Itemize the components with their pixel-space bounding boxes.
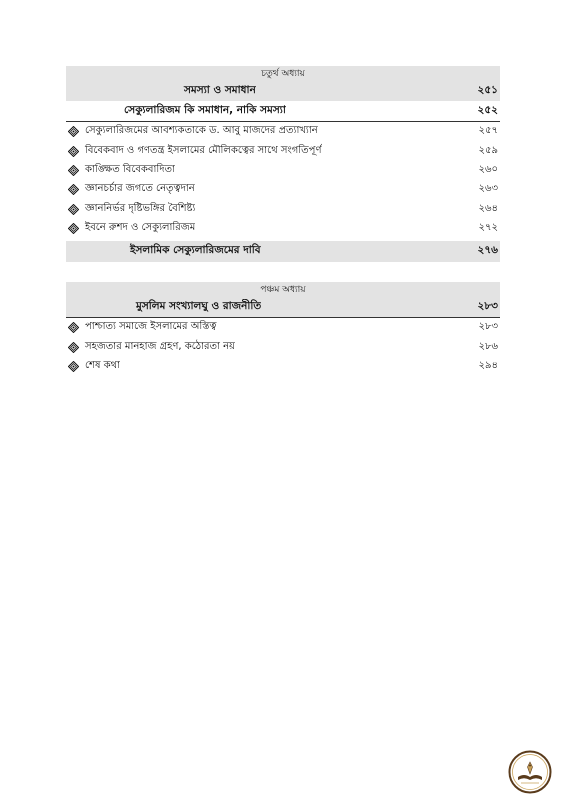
toc-item-row — [66, 318, 500, 337]
toc-item-row — [66, 357, 500, 376]
toc-item-title: ইবনে রুশদ ও সেক্যুলারিজম — [85, 222, 196, 234]
chapter-4-section — [66, 66, 500, 262]
toc-item-title: শেষ কথা — [85, 359, 121, 371]
toc-page-number: ২৭২ — [478, 222, 498, 234]
toc-page-number: ২৮৩ — [477, 300, 498, 312]
toc-page-number: ২৫৭ — [478, 125, 498, 137]
chapter-4-heading: চতুর্থ অধ্যায় — [261, 69, 305, 79]
diamond-bullet-icon — [68, 223, 79, 234]
toc-main-title: মুসলিম সংখ্যালঘু ও রাজনীতি — [136, 300, 262, 312]
toc-page-number: ২৬৩ — [478, 183, 498, 195]
toc-item-title: বিবেকবাদ ও গণতন্ত্র ইসলামের মৌলিকত্বের সাথে সংগতিপূর্ণ — [85, 144, 322, 156]
toc-item-row — [66, 141, 500, 160]
diamond-bullet-icon — [68, 165, 79, 176]
toc-item-title: পাশ্চাত্য সমাজে ইসলামের অস্তিত্ব — [85, 321, 217, 333]
toc-page-number: ২৫৯ — [478, 144, 498, 156]
diamond-bullet-icon — [68, 126, 79, 137]
diamond-bullet-icon — [68, 342, 79, 353]
chapter-5-header-band — [66, 282, 500, 317]
diamond-bullet-icon — [68, 361, 79, 372]
toc-main-row — [66, 102, 500, 121]
toc-page-number: ২৮৬ — [478, 340, 498, 352]
toc-item-row — [66, 161, 500, 180]
toc-page-number: ২৯৪ — [478, 359, 498, 371]
publisher-logo-icon — [508, 750, 552, 794]
toc-main-row — [66, 241, 500, 262]
toc-main-title: সেক্যুলারিজম কি সমাধান, নাকি সমস্যা — [124, 104, 286, 116]
diamond-bullet-icon — [68, 322, 79, 333]
toc-item-row — [66, 200, 500, 219]
toc-page-number: ২৫১ — [477, 84, 498, 96]
toc-item-row — [66, 122, 500, 141]
toc-page-number: ২৭৬ — [477, 244, 498, 257]
toc-item-row — [66, 337, 500, 356]
chapter-5-section — [66, 282, 500, 376]
toc-main-title: ইসলামিক সেক্যুলারিজমের দাবি — [130, 244, 261, 257]
toc-item-title: সেক্যুলারিজমের আবশ্যকতাকে ড. আবু মাজদের প্রত্যাখ্যান — [85, 125, 318, 137]
toc-item-title: সহজতার মানহাজ গ্রহণ, কঠোরতা নয় — [85, 340, 235, 352]
toc-main-row — [66, 298, 500, 317]
diamond-bullet-icon — [68, 184, 79, 195]
chapter-4-header-band — [66, 66, 500, 101]
toc-item-title: জ্ঞানচর্চার জগতে নেতৃত্বদান — [85, 183, 195, 195]
toc-main-title: সমস্যা ও সমাধান — [184, 84, 256, 96]
toc-item-row — [66, 219, 500, 238]
toc-page-number: ২৮৩ — [478, 321, 498, 333]
toc-page-number: ২৬৪ — [478, 202, 498, 214]
toc-page-number: ২৬০ — [478, 163, 498, 175]
diamond-bullet-icon — [68, 204, 79, 215]
chapter-4-closing-band — [66, 241, 500, 262]
chapter-5-heading: পঞ্চম অধ্যায় — [260, 285, 306, 295]
diamond-bullet-icon — [68, 146, 79, 157]
toc-main-row — [66, 82, 500, 101]
toc-item-title: জ্ঞাননির্ভর দৃষ্টিভঙ্গির বৈশিষ্ট্য — [85, 202, 196, 214]
toc-item-title: কাঙ্ক্ষিত বিবেকবাদিতা — [85, 163, 175, 175]
toc-item-row — [66, 180, 500, 199]
toc-page-number: ২৫২ — [477, 104, 498, 116]
